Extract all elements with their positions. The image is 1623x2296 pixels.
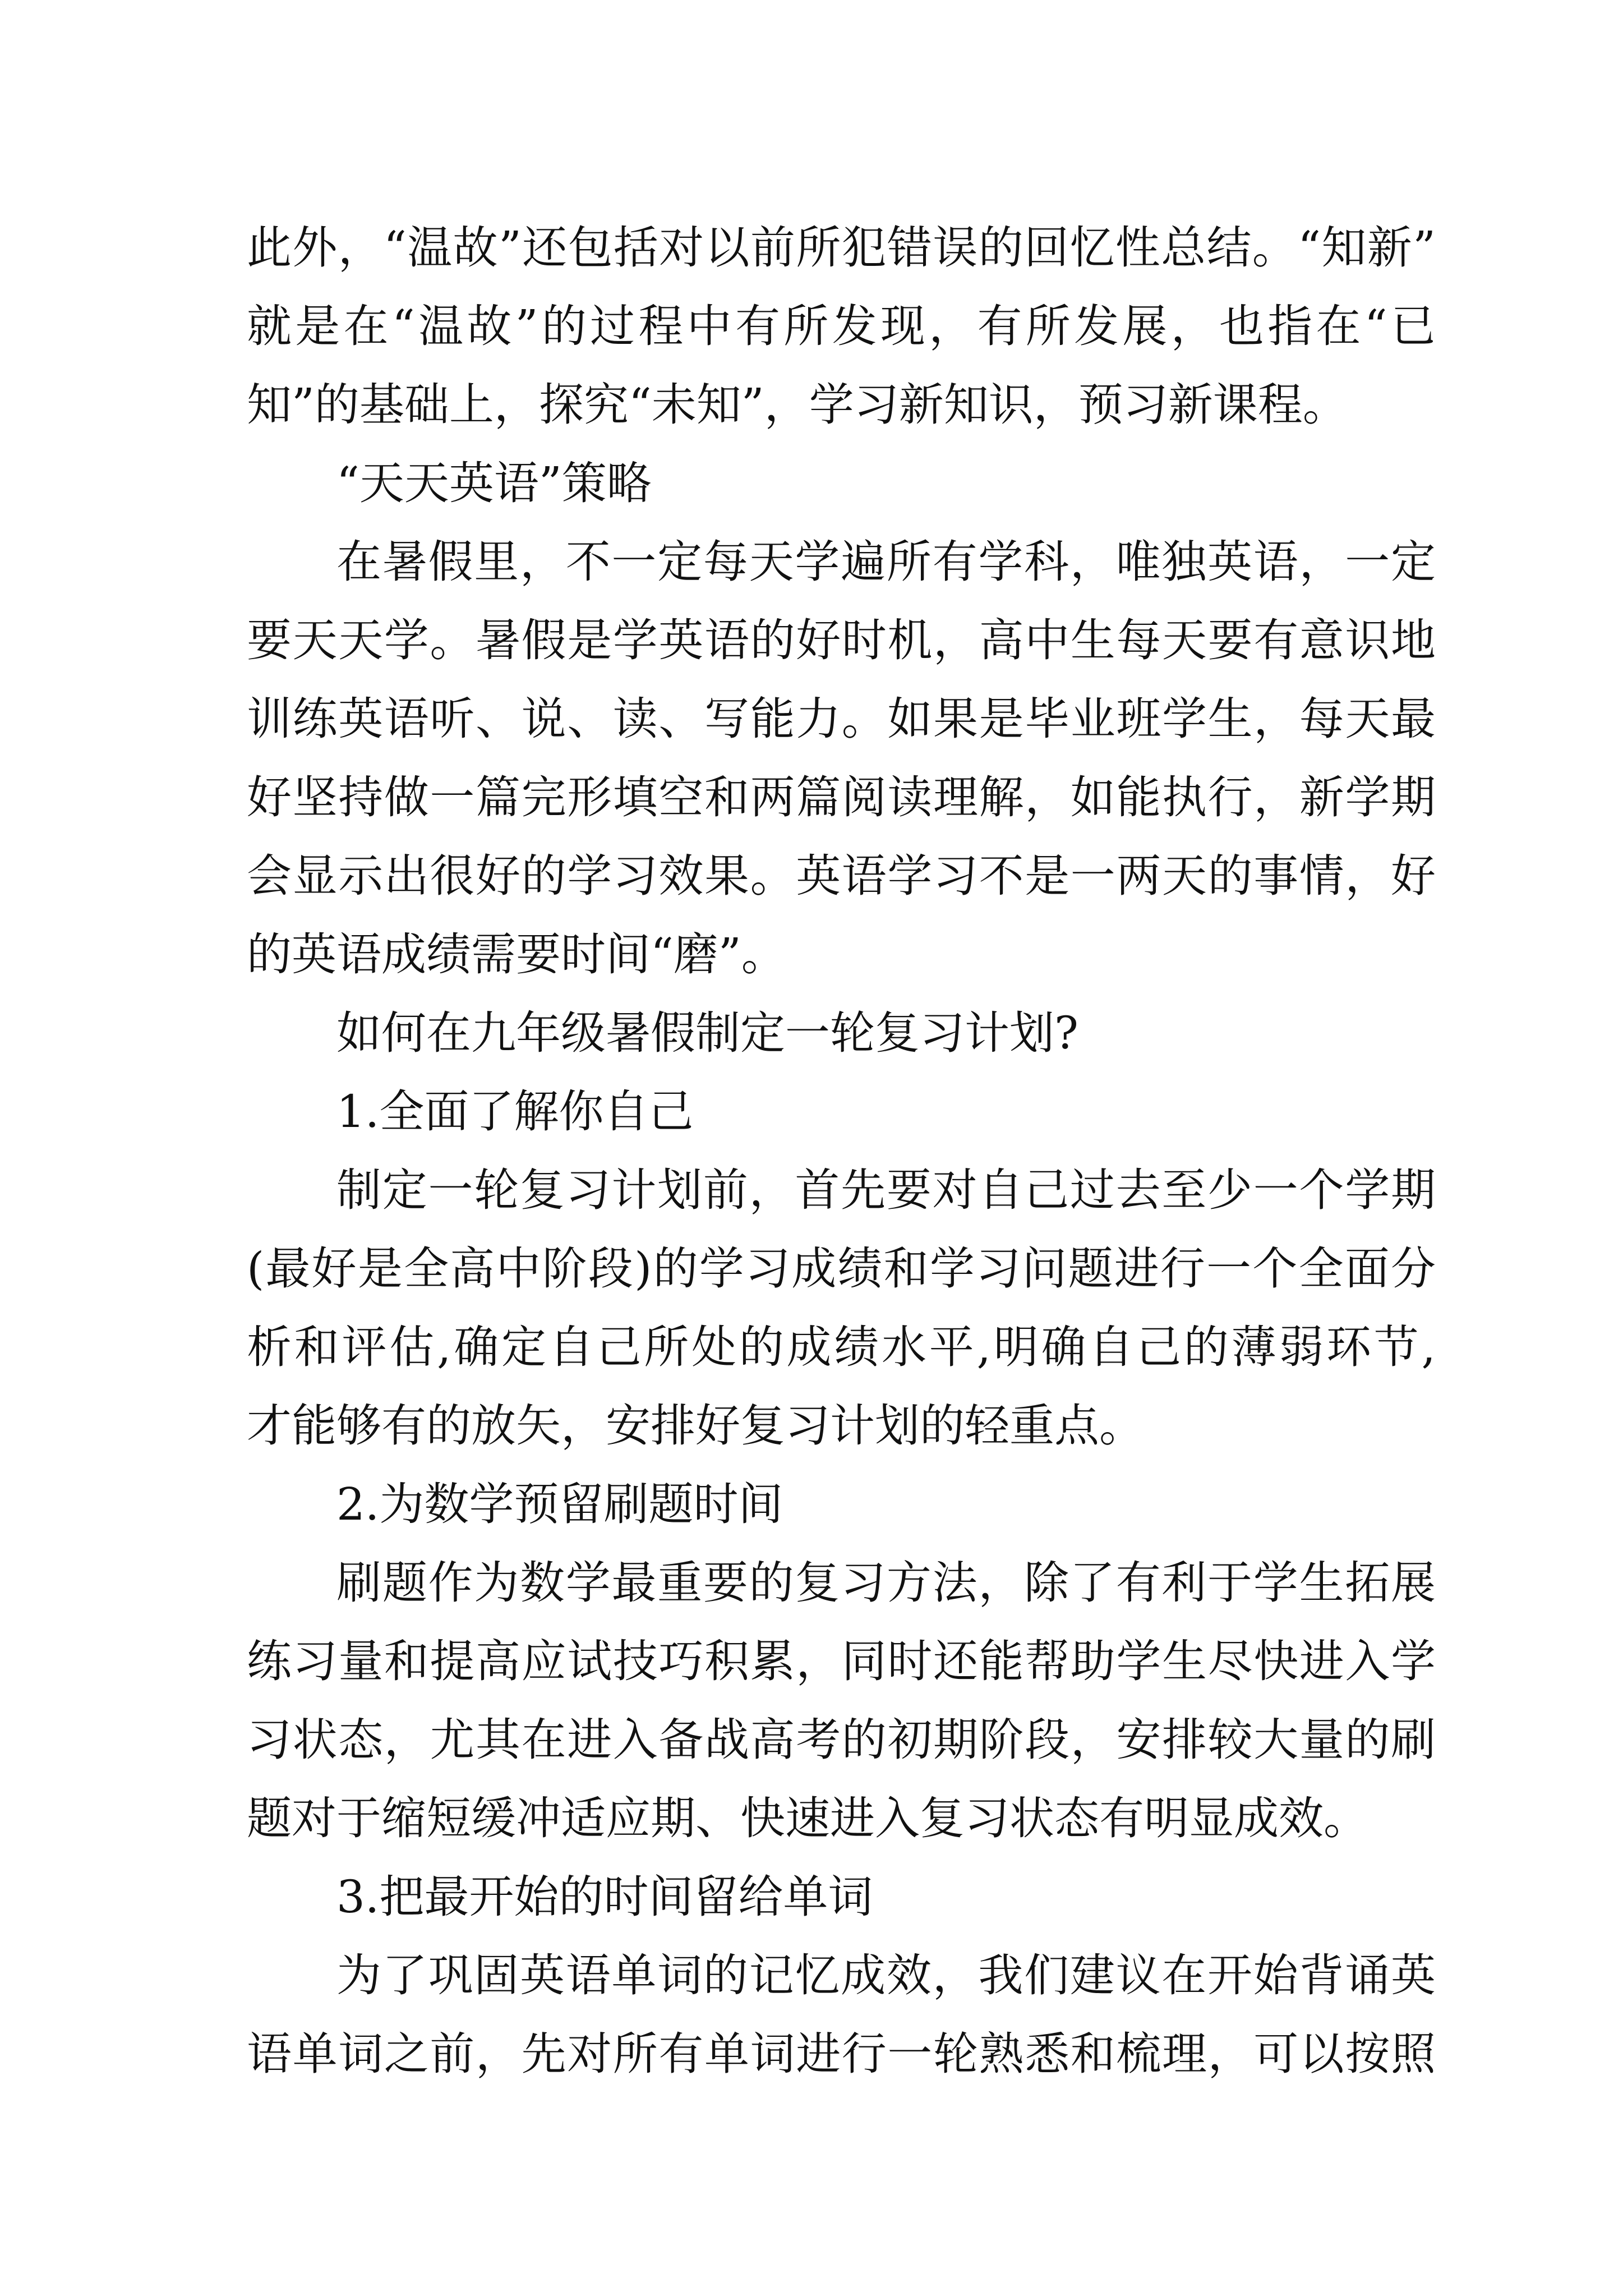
section-heading: 如何在九年级暑假制定一轮复习计划?: [336, 1007, 1078, 1059]
section-heading: “天天英语”策略: [336, 457, 652, 509]
numbered-heading: 1.全面了解你自己: [336, 1085, 694, 1138]
text-line: 训练英语听、说、读、写能力。如果是毕业班学生，每天最: [247, 693, 1436, 745]
text-line: 语单词之前，先对所有单词进行一轮熟悉和梳理，可以按照: [247, 2028, 1436, 2080]
text-line: 练习量和提高应试技巧积累，同时还能帮助学生尽快进入学: [247, 1635, 1436, 1687]
text-line: 为了巩固英语单词的记忆成效，我们建议在开始背诵英: [336, 1949, 1436, 2001]
text-line: 题对于缩短缓冲适应期、快速进入复习状态有明显成效。: [247, 1792, 1368, 1844]
numbered-heading: 2.为数学预留刷题时间: [336, 1478, 783, 1530]
text-line: 此外，“温故”还包括对以前所犯错误的回忆性总结。“知新”: [247, 222, 1436, 274]
text-line: 习状态，尤其在进入备战高考的初期阶段，安排较大量的刷: [247, 1714, 1436, 1766]
text-line: 会显示出很好的学习效果。英语学习不是一两天的事情，好: [247, 850, 1436, 902]
text-line: 好坚持做一篇完形填空和两篇阅读理解，如能执行，新学期: [247, 771, 1436, 823]
text-line: 才能够有的放矢，安排好复习计划的轻重点。: [247, 1400, 1144, 1452]
text-line: 知”的基础上，探究“未知”，学习新知识，预习新课程。: [247, 379, 1348, 431]
text-line: 制定一轮复习计划前，首先要对自己过去至少一个学期: [336, 1164, 1436, 1216]
body-text: [247, 209, 1436, 2093]
text-line: 刷题作为数学最重要的复习方法，除了有利于学生拓展: [336, 1557, 1436, 1609]
text-line: 就是在“温故”的过程中有所发现，有所发展，也指在“已: [247, 300, 1436, 352]
numbered-heading: 3.把最开始的时间留给单词: [336, 1871, 873, 1923]
text-line: 的英语成绩需要时间“磨”。: [247, 928, 786, 981]
text-line: 要天天学。暑假是学英语的好时机，高中生每天要有意识地: [247, 614, 1436, 666]
text-line: 在暑假里，不一定每天学遍所有学科，唯独英语，一定: [336, 536, 1436, 588]
text-line: (最好是全高中阶段)的学习成绩和学习问题进行一个全面分: [247, 1243, 1436, 1295]
text-line: 析和评估,确定自己所处的成绩水平,明确自己的薄弱环节,: [247, 1321, 1436, 1373]
